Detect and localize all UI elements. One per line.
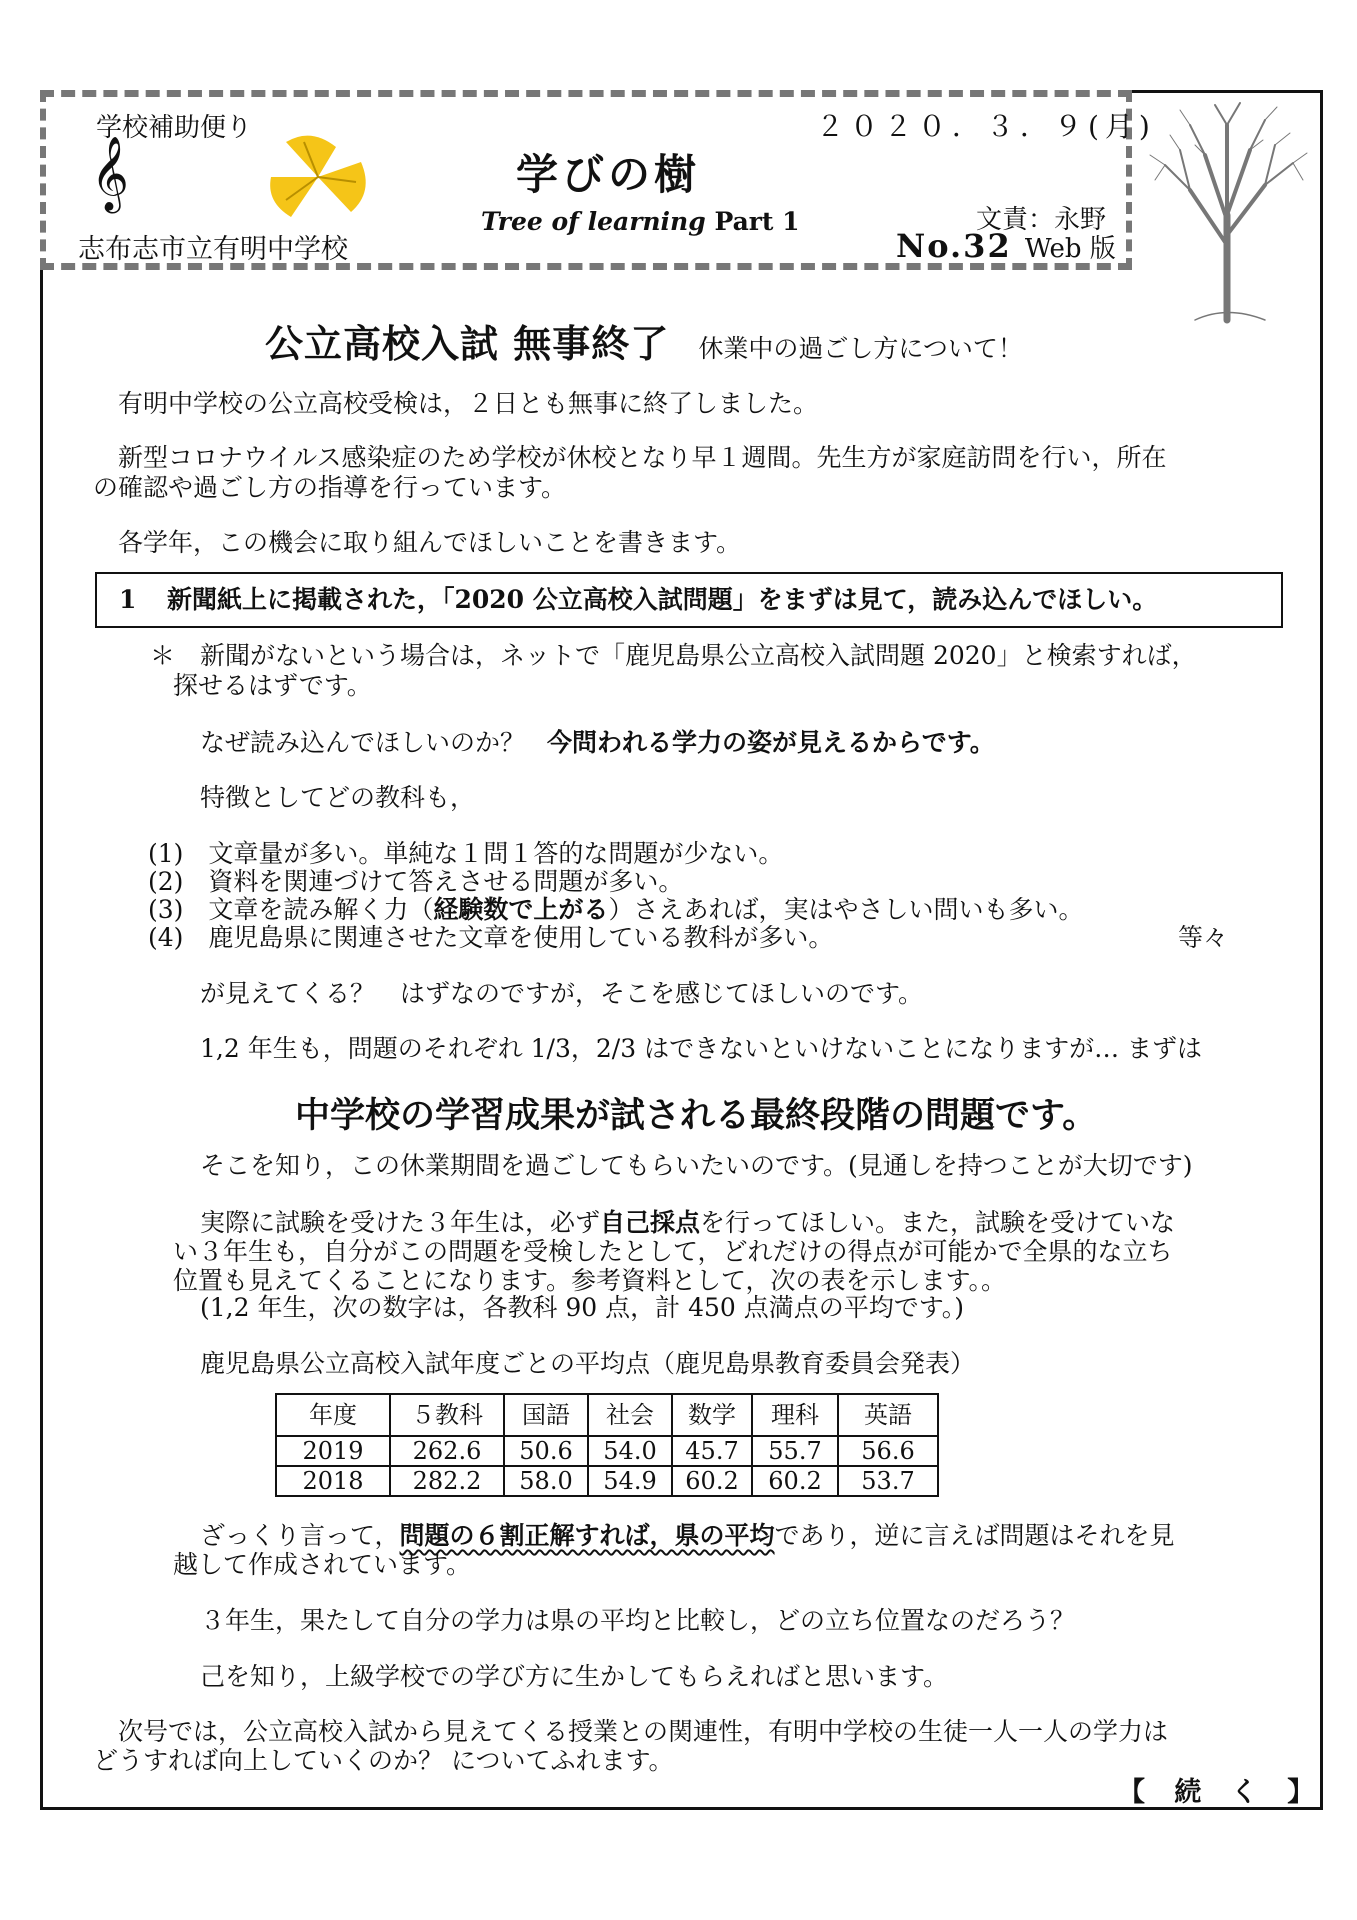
p4-bold: 自己採点 [600,1208,701,1237]
feature-intro: 特徴としてどの教科も， [200,783,476,812]
paragraph-8-line-1: 次号では，公立高校入試から見えてくる授業との関連性，有明中学校の生徒一人一人の学力は [118,1717,1169,1746]
table-row [276,1466,938,1496]
see-line: が見えてくる？ はずなのですが，そこを感じてほしいのです。 [200,979,924,1008]
why-question: なぜ読み込んでほしいのか？ [200,728,526,757]
paragraph-3: 各学年，この機会に取り組んでほしいことを書きます。 [118,528,742,557]
table-cell: 55.7 [752,1436,838,1466]
issue-web: Web 版 [1024,234,1116,264]
key-request-number: 1 [119,585,137,614]
table-header-cell: ５教科 [390,1394,504,1436]
table-cell: 2019 [276,1436,390,1466]
issue-date: ２０２０．３．９(月) [816,110,1156,143]
paragraph-1: 有明中学校の公立高校受検は，２日とも無事に終了しました。 [118,389,819,418]
paragraph-4-line-4: (1,2 年生，次の数字は，各教科 90 点，計 450 点満点の平均です。) [200,1293,965,1322]
table-cell: 53.7 [838,1466,938,1496]
paragraph-5-line-1 [200,1520,1175,1552]
tree-sketch-icon [1135,95,1320,325]
know-line: そこを知り，この休業期間を過ごしてもらいたいのです。(見通しを持つことが大切です) [200,1151,1193,1180]
table-header-cell: 社会 [588,1394,672,1436]
headline-main: 公立高校入試 無事終了 [265,321,670,366]
paragraph-2-line-1: 新型コロナウイルス感染症のため学校が休校となり早１週間。先生方が家庭訪問を行い，所在 [118,443,1167,472]
table-header-row [276,1394,938,1436]
table-header-cell: 年度 [276,1394,390,1436]
p4-a: 実際に試験を受けた３年生は，必ず [200,1208,601,1237]
paragraph-6: ３年生，果たして自分の学力は県の平均と比較し，どの立ち位置なのだろう？ [200,1606,1076,1635]
subtitle-italic: Tree of learning [481,207,706,236]
masthead [40,90,1156,270]
issue-no: No.32 [896,227,1012,265]
table-cell: 282.2 [390,1466,504,1496]
key-request-box [95,572,1283,628]
table-caption: 鹿児島県公立高校入試年度ごとの平均点（鹿児島県教育委員会発表） [200,1349,976,1378]
paragraph-4-line-1 [200,1207,1175,1239]
p5-c: であり，逆に言えば問題はそれを見 [774,1521,1175,1550]
headline-sub: 休業中の過ごし方について！ [698,334,1023,363]
newsletter-title: 学びの樹 [516,150,701,199]
feature-item-4: (4) 鹿児島県に関連させた文章を使用している教科が多い。 [148,923,834,952]
table-cell: 60.2 [672,1466,752,1496]
paragraph-4-line-3: 位置も見えてくることになります。参考資料として，次の表を示します。。 [173,1266,1007,1295]
table-cell: 58.0 [504,1466,588,1496]
table-row [276,1436,938,1466]
p4-c: を行ってほしい。また，試験を受けていな [700,1208,1176,1237]
table-header-cell: 数学 [672,1394,752,1436]
paragraph-5-line-2: 越して作成されています。 [173,1550,472,1579]
feature-item-3-c: ）さえあれば，実はやさしい問いも多い。 [608,895,1084,924]
author-credit: 文責：永野 [976,205,1107,235]
key-request-text: 新聞紙上に掲載された，「2020 公立高校入試問題」をまずは見て，読み込んでほしい。 [167,585,1158,614]
table-cell: 54.0 [588,1436,672,1466]
paragraph-4-line-2: い３年生も，自分がこの問題を受検したとして，どれだけの得点が可能かで全県的な立ち [173,1237,1173,1266]
treble-clef-icon: 𝄞 [91,137,129,211]
emphasis-statement: 中学校の学習成果が試される最終段階の問題です。 [295,1095,1098,1136]
table-header-cell: 英語 [838,1394,938,1436]
table-cell: 45.7 [672,1436,752,1466]
newsletter-subtitle [481,207,800,236]
p5-wavy-emphasis: 問題の６割正解すれば，県の平均 [399,1521,775,1550]
school-name: 志布志市立有明中学校 [78,234,348,265]
subtitle-part: Part 1 [714,207,800,236]
issue-number [896,227,1116,265]
paragraph-8-line-2: どうすれば向上していくのか？ についてふれます。 [93,1746,674,1775]
table-cell: 56.6 [838,1436,938,1466]
p5-a: ざっくり言って， [200,1521,400,1550]
continued-label: 【 続 く 】 [1118,1777,1325,1808]
grade12-line: 1,2 年生も，問題のそれぞれ 1/3，2/3 はできないといけないことになりますが… まずは [200,1034,1203,1063]
why-answer: 今問われる学力の姿が見えるからです。 [546,728,995,757]
average-score-table [275,1393,939,1497]
kicker-label: 学校補助便り [96,113,253,143]
feature-item-2: (2) 資料を関連づけて答えさせる問題が多い。 [148,867,684,896]
table-header-cell: 国語 [504,1394,588,1436]
table-cell: 2018 [276,1466,390,1496]
table-cell: 262.6 [390,1436,504,1466]
paragraph-7: 己を知り，上級学校での学び方に生かしてもらえればと思います。 [200,1662,949,1691]
table-cell: 54.9 [588,1466,672,1496]
paragraph-2-line-2: の確認や過ごし方の指導を行っています。 [93,473,567,502]
table-header-cell: 理科 [752,1394,838,1436]
table-cell: 60.2 [752,1466,838,1496]
note-line-1: ＊ 新聞がないという場合は，ネットで「鹿児島県公立高校入試問題 2020」と検索すれば， [150,641,1197,670]
headline [265,313,1023,368]
feature-item-1: (1) 文章量が多い。単純な１問１答的な問題が少ない。 [148,839,784,868]
etc-label: 等々 [1178,923,1229,952]
ginkgo-leaf-logo-icon [256,122,381,232]
feature-item-3-a: (3) 文章を読み解く力（ [148,895,434,924]
feature-item-3-bold: 経験数で上がる [433,895,609,924]
why-line [200,727,995,759]
table-cell: 50.6 [504,1436,588,1466]
note-line-2: 探せるはずです。 [173,671,372,700]
